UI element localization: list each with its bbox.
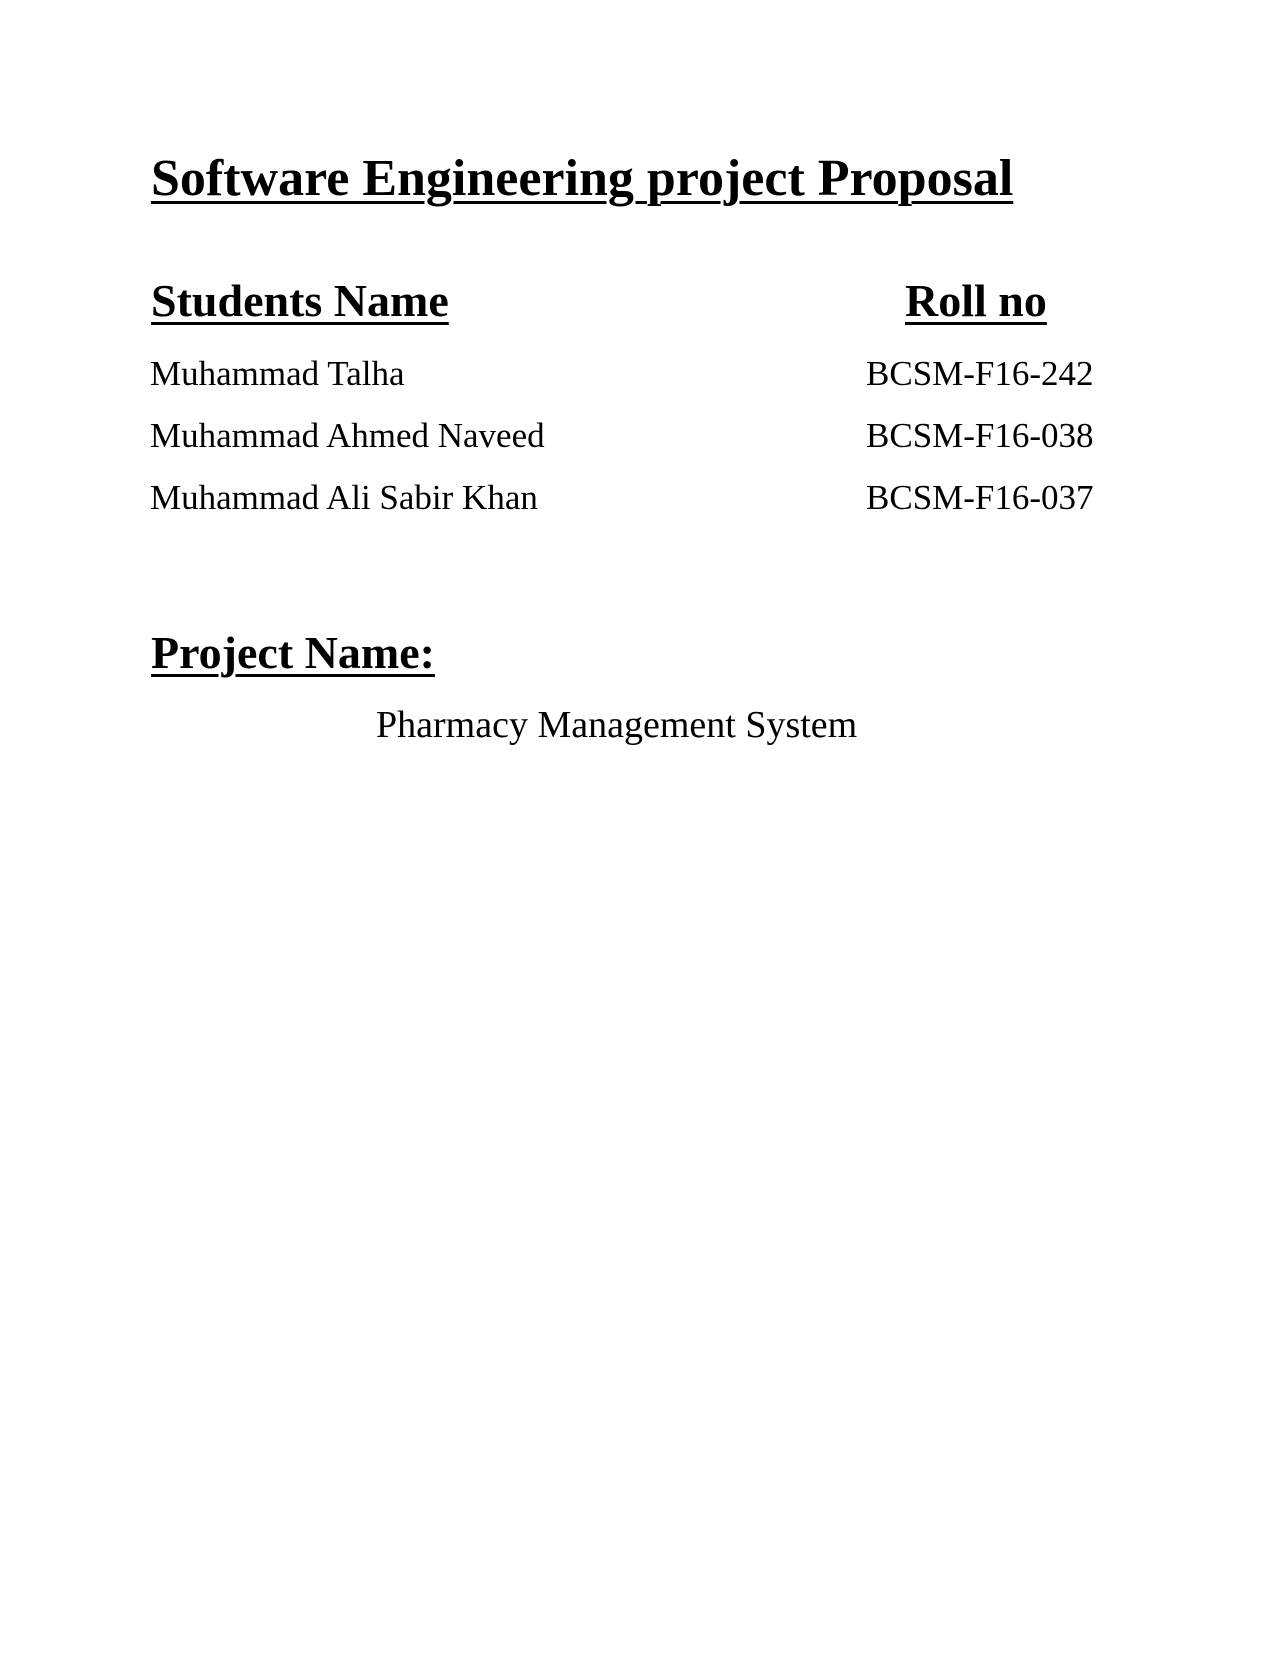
- student-roll: BCSM-F16-038: [866, 416, 1094, 455]
- student-name: Muhammad Ali Sabir Khan: [150, 478, 538, 517]
- roll-no-header: Roll no: [905, 275, 1047, 326]
- student-roll: BCSM-F16-242: [866, 354, 1094, 393]
- student-name: Muhammad Talha: [150, 354, 405, 393]
- students-name-header: Students Name: [151, 275, 449, 326]
- student-roll: BCSM-F16-037: [866, 478, 1094, 517]
- document-title: Software Engineering project Proposal: [151, 150, 1014, 207]
- project-name-label: Project Name:: [151, 627, 435, 678]
- project-name: Pharmacy Management System: [376, 704, 858, 746]
- student-name: Muhammad Ahmed Naveed: [150, 416, 545, 455]
